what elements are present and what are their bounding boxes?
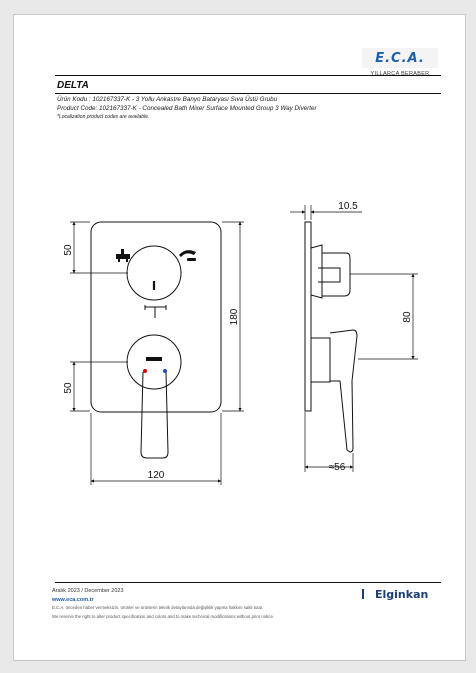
logo-slogan: YILLARCA BERABER [370, 71, 430, 77]
side-lever [330, 330, 357, 452]
dim-120: 120 [147, 470, 165, 481]
side-lever-base [311, 338, 330, 382]
dim-56: ≈56 [328, 462, 346, 473]
product-code-tr: Ürün Kodu : 102167337-K - 3 Yollu Ankastre Banyo Bataryası Sıva Üstü Grubu [57, 96, 278, 103]
shower-icon [179, 250, 196, 261]
dim-180: 180 [229, 308, 240, 326]
footer-disclaimer-tr: E.C.A. önceden haber vermeksizin, ürünler ve ürünlerin teknik detaylarında değişiklik yapma hakkını saklı tutar. [52, 605, 264, 610]
eca-plate-mark [146, 357, 162, 361]
elginkan-text: Elginkan [375, 588, 429, 601]
dim-10-5: 10.5 [338, 201, 358, 212]
hot-dot [143, 369, 147, 373]
lower-handle-circle [127, 335, 181, 389]
dim-80: 80 [402, 311, 413, 323]
lever-handle [141, 372, 168, 458]
side-cartridge [322, 253, 350, 296]
dim-50-top: 50 [63, 244, 74, 256]
footer-rule [55, 582, 441, 583]
diverter-knob [145, 305, 166, 318]
side-wall-plate [305, 222, 311, 411]
elginkan-mark-icon [362, 589, 373, 599]
product-code-en: Product Code: 102167337-K - Concealed Bath Mixer Surface Mounted Group 3 Way Diverter [57, 104, 317, 112]
footer-text [52, 587, 274, 621]
series-title: DELTA [57, 80, 89, 91]
bathtub-icon [116, 249, 130, 262]
cold-dot [163, 369, 167, 373]
side-body [311, 245, 322, 298]
logo-text: E.C.A. [375, 50, 425, 66]
footer-date: Aralık 2023 / December 2023 [52, 588, 124, 594]
dim-50-bottom: 50 [63, 382, 74, 394]
footer-website: www.eca.com.tr [52, 596, 94, 603]
footer-disclaimer-en: We reserve the right to alter product specification and colors and to make technical modifications without prior notice. [52, 613, 275, 619]
front-plate [91, 222, 221, 412]
localization-note: *Localization product codes are available. [57, 114, 150, 120]
elginkan-logo [362, 588, 428, 601]
upper-handle-circle [127, 246, 181, 300]
